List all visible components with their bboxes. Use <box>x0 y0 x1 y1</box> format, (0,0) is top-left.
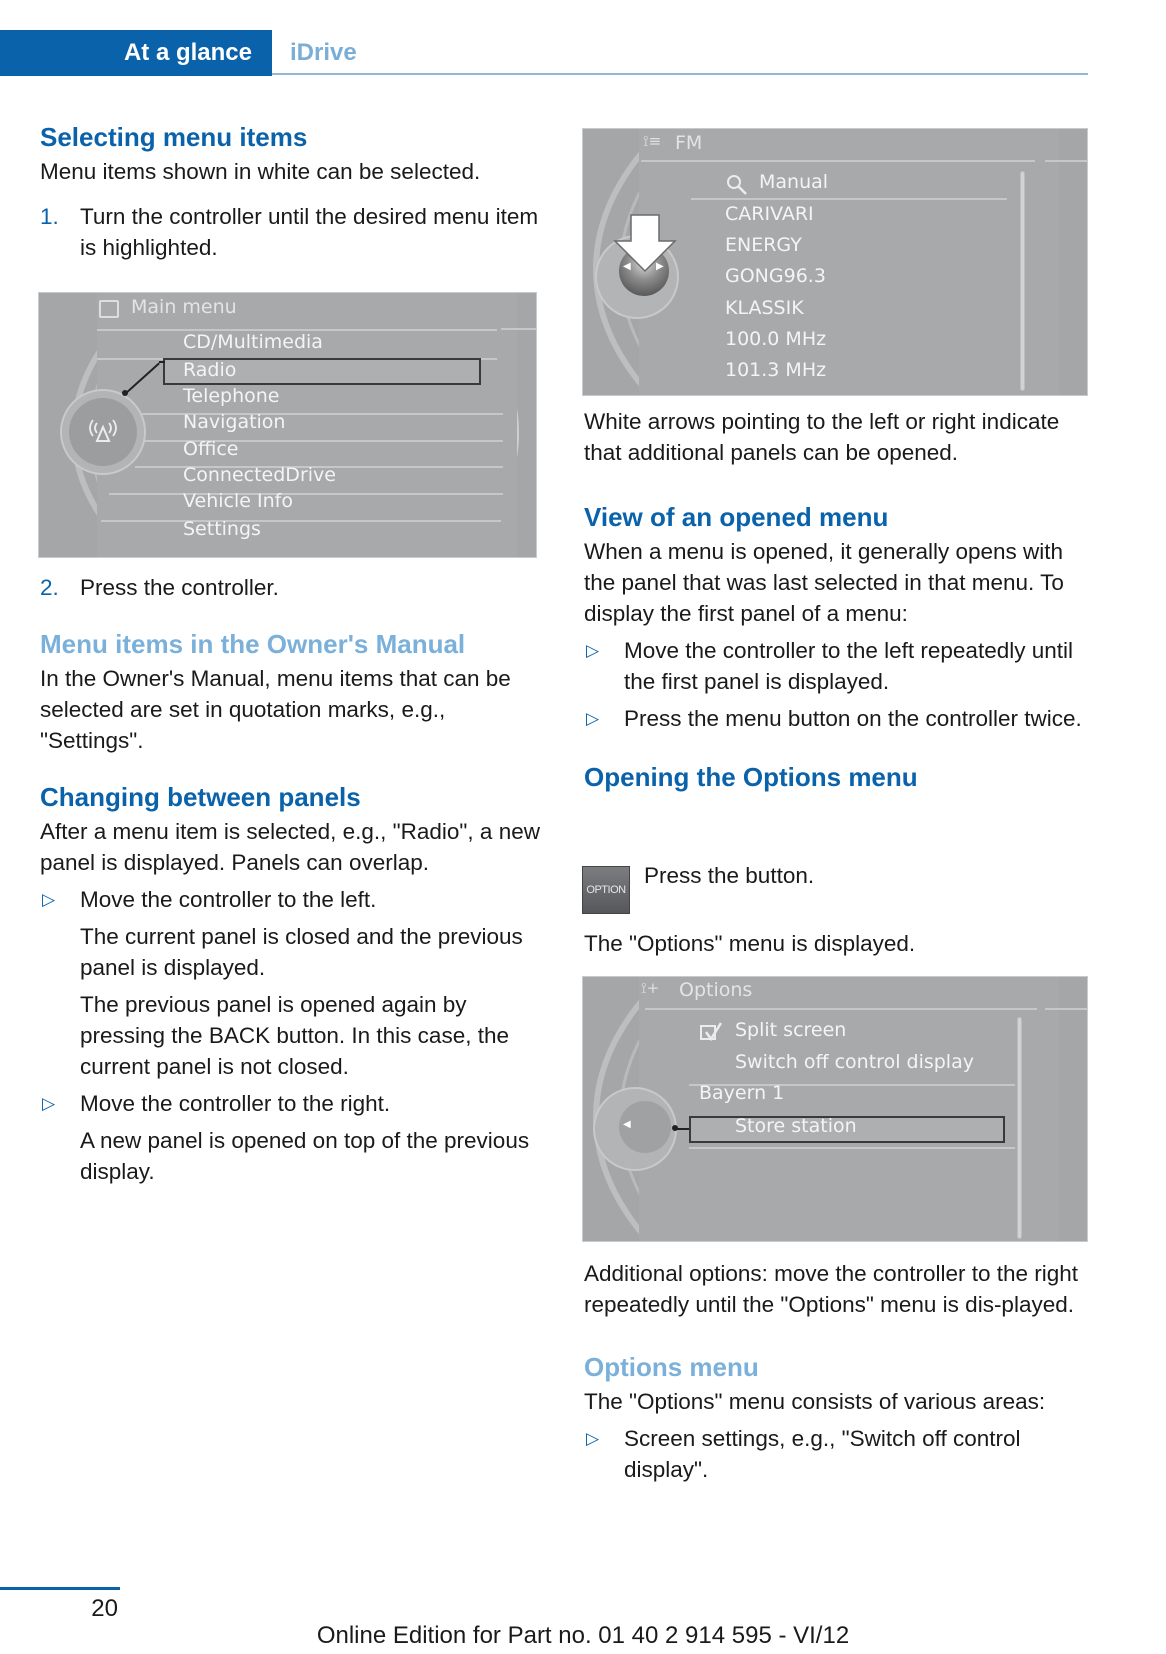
options-menu-body: The "Options" menu consists of various areas: <box>584 1389 1046 1414</box>
bullet-move-right: ▷ Move the controller to the right. <box>40 1088 548 1119</box>
menu-item[interactable]: Navigation <box>183 411 286 433</box>
edition-note: Online Edition for Part no. 01 40 2 914 595 - VI/12 <box>316 1622 850 1649</box>
heading-selecting-menu-items: Selecting menu items <box>40 122 308 152</box>
station-group-label: Bayern 1 <box>699 1082 785 1104</box>
options-item[interactable]: Split screen <box>735 1019 847 1041</box>
step-number: 1. <box>40 204 59 229</box>
options-item[interactable]: Switch off control display <box>735 1051 974 1073</box>
station-item[interactable]: GONG96.3 <box>725 265 826 287</box>
arrows-explanation: White arrows pointing to the left or right indicate that additional panels can be opened. <box>584 409 1060 465</box>
page-number: 20 <box>91 1595 118 1622</box>
heading-changing-panels: Changing between panels <box>40 782 361 812</box>
left-arrow-icon: ◀ <box>623 261 631 272</box>
scrollbar[interactable] <box>1017 1017 1022 1239</box>
options-item-selected[interactable]: Store station <box>735 1115 857 1137</box>
heading-options-menu: Options menu <box>584 1352 759 1382</box>
step-2 <box>40 572 548 603</box>
station-item[interactable]: KLASSIK <box>725 297 804 319</box>
menu-item[interactable]: Telephone <box>183 385 280 407</box>
options-screenshot <box>582 976 1088 1242</box>
split-screen-check-icon <box>699 1021 723 1043</box>
radio-antenna-icon <box>87 415 119 447</box>
bullet-press-menu-twice: ▷ Press the menu button on the controller twice. <box>584 703 1092 734</box>
radio-antenna-plus-icon: ⟟+ <box>641 979 660 997</box>
menu-item[interactable]: Vehicle Info <box>183 490 293 512</box>
menu-item[interactable]: Office <box>183 438 239 460</box>
station-item[interactable]: 100.0 MHz <box>725 328 827 350</box>
down-arrow-icon <box>613 213 677 277</box>
heading-owners-manual: Menu items in the Owner's Manual <box>40 629 466 659</box>
option-button-icon: OPTION <box>582 866 630 914</box>
bullet-move-left-repeatedly: ▷ Move the controller to the left repeatedly until the first panel is displayed. <box>584 635 1092 697</box>
changing-body: After a menu item is selected, e.g., "Radio", a new panel is displayed. Panels can overlap. <box>40 819 540 875</box>
triangle-bullet-icon: ▷ <box>586 641 600 660</box>
triangle-bullet-icon: ▷ <box>42 1094 56 1113</box>
menu-item[interactable]: Settings <box>183 518 261 540</box>
chapter-title: At a glance <box>123 39 252 66</box>
additional-options-text: Additional options: move the controller to the right repeatedly until the "Options" menu is dis-played. <box>584 1261 1079 1317</box>
search-icon <box>725 173 749 197</box>
radio-antenna-list-icon: ⟟≡ <box>643 132 662 150</box>
selecting-intro: Menu items shown in white can be selected. <box>40 159 481 184</box>
heading-view-opened-menu: View of an opened menu <box>584 502 889 532</box>
menu-item[interactable]: CD/Multimedia <box>183 331 323 353</box>
fm-screenshot <box>582 128 1088 396</box>
bullet-move-left: ▷ Move the controller to the left. <box>40 884 548 915</box>
owners-manual-body: In the Owner's Manual, menu items that can be selected are set in quotation marks, e.g., "Settings". <box>40 666 511 753</box>
footer-rule <box>0 1587 120 1590</box>
heading-opening-options: Opening the Options menu <box>584 762 918 792</box>
left-arrow-icon: ◀ <box>623 1119 631 1130</box>
step-text: Press the controller. <box>80 575 279 600</box>
station-item[interactable]: ENERGY <box>725 234 802 256</box>
menu-item-selected[interactable]: Radio <box>183 359 237 381</box>
main-menu-screenshot <box>38 292 537 558</box>
scrollbar[interactable] <box>1020 171 1025 391</box>
step-number: 2. <box>40 575 59 600</box>
triangle-bullet-icon: ▷ <box>586 709 600 728</box>
main-menu-icon <box>99 300 119 318</box>
triangle-bullet-icon: ▷ <box>42 890 56 909</box>
header-rule <box>272 73 1088 75</box>
bullet-move-left-detail-2: The previous panel is opened again by pressing the BACK button. In this case, the current panel is not closed. <box>80 992 509 1079</box>
press-button-text: Press the button. <box>644 863 815 888</box>
screen-title: Main menu <box>131 296 237 318</box>
screen-title: Options <box>679 979 753 1001</box>
view-opened-body: When a menu is opened, it generally opens with the panel that was last selected in that menu. To display the first panel of a menu: <box>584 539 1064 626</box>
triangle-bullet-icon: ▷ <box>586 1429 600 1448</box>
step-1 <box>40 201 548 263</box>
options-displayed-text: The "Options" menu is displayed. <box>584 931 916 956</box>
search-manual-item[interactable]: Manual <box>759 171 829 193</box>
screen-title: FM <box>675 132 703 154</box>
station-item[interactable]: 101.3 MHz <box>725 359 827 381</box>
bullet-move-left-detail-1: The current panel is closed and the previous panel is displayed. <box>80 924 523 980</box>
menu-item[interactable]: ConnectedDrive <box>183 464 336 486</box>
station-item[interactable]: CARIVARI <box>725 203 814 225</box>
left-column <box>40 120 548 263</box>
section-title: iDrive <box>290 39 357 66</box>
bullet-move-right-detail: A new panel is opened on top of the previous display. <box>80 1128 530 1184</box>
right-arrow-icon: ▶ <box>656 261 664 272</box>
step-text: Turn the controller until the desired menu item is highlighted. <box>80 204 539 260</box>
bullet-screen-settings: ▷ Screen settings, e.g., "Switch off control display". <box>584 1423 1092 1485</box>
